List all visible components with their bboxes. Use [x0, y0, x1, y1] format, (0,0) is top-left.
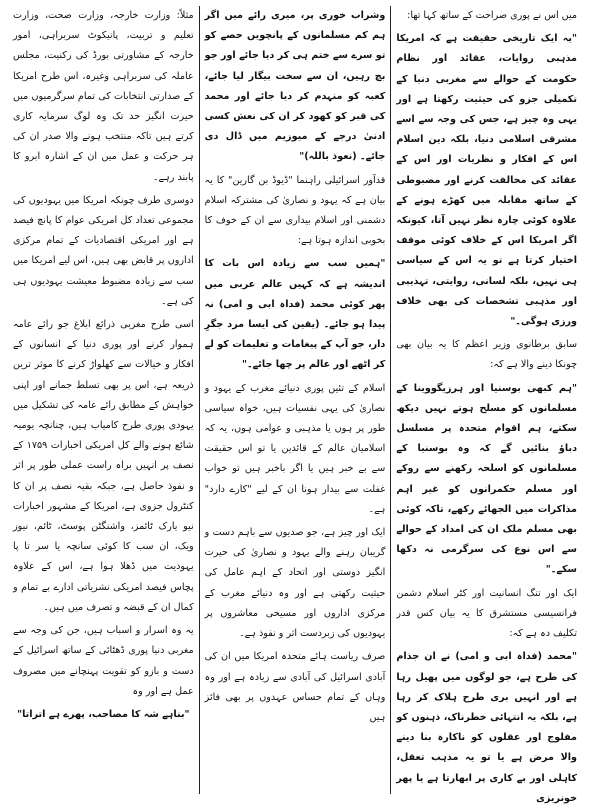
paragraph: یہ وہ اسرار و اسباب ہیں، جن کی وجہ سے مغربی دنیا پوری ڈھٹائی کے ساتھ اسرائیل کے دست و بازو کو تقویت پہنچانے میں مصروف عمل ہے اور وہ [12, 625, 194, 697]
text-column-left [8, 6, 199, 796]
text-column-right [391, 6, 582, 804]
quote-paragraph: "ہم کبھی بوسنیا اور ہرزیگووینا کے مسلمانوں کو مسلح ہوتے نہیں دیکھ سکتے، ہم اقوام متحدہ پر مسلسل دباؤ بنائیں گے کہ وہ بوسنیا کے مسلمانوں کو اسلحہ رکھنے سے روکے اور مسلم حکمرانوں کو غیر اہم مذاکرات میں الجھائے رکھے، تاکہ کوئی بھی مسلم ملک ان کی امداد کے حوالے سے اس نوع کی سرگرمی نہ دکھا سکے۔" [396, 382, 577, 576]
paragraph: مثلاً: وزارت خارجہ، وزارت صحت، وزارت تعلیم و تربیت، پانیکوٹ سربراہی، امور خارجہ کے مشاورتی بورڈ کی رکنیت، مجلس عاملہ کی سربراہی وغیرہ، اس طرح امریکا کے صدارتی انتخابات کی تمام سرگرمیوں میں حیرت انگیز حد تک وہ لوگ سرمایہ کاری کرتے ہیں تاکہ منتخب ہونے والا صدر ان کی ہر حرکت و عمل میں ان کے اشارہ ابرو کا پابند رہے۔ [12, 10, 194, 183]
quote-paragraph: "محمد (فداہ ابی و امی) نے ان جذام کی طرح ہے، جو لوگوں میں پھیل رہا ہے اور انہیں بری طرح ہلاک کر رہا ہے، بلکہ یہ انتہائی خطرناک، ذہنوں کو مفلوج اور عقلوں کو ناکارہ بنا دینے والا مرض ہے یا تو یہ مذہب تعقل، کاہلی اور بے کاری پر ابھارتا ہے یا پھر خونریزی [396, 651, 577, 804]
paragraph: اسی طرح مغربی ذرائع ابلاغ جو رائے عامہ ہموار کرنے اور پوری دنیا کے انسانوں کے افکار و خیالات سے کھلواڑ کرنے کا موثر ترین ذریعہ ہے، اس پر بھی تسلط جمانے اور اپنی خواہش کے مطابق رائے عامہ کی تشکیل میں یہودی پوری طرح کامیاب ہیں، چنانچہ یومیہ شائع ہونے والے کل امریکی اخبارات ۱۷۵۹ کے نصف پر انہیں براہ راست عملی طور پر اثر و نفوذ حاصل ہے، جبکہ بقیہ نصف پر ان کا کنٹرول جزوی ہے، امریکا کے مشہور اخبارات نیو یارک ٹائمز، واشنگٹن پوسٹ، ٹائم، نیوز ویک، ان سب کا کوئی سانچہ یا سر تا پا یہودیت میں ڈھلا ہوا ہے، اس کے علاوہ پچاس فیصد امریکی نشریاتی ادارے بے تمام و کمال ان کے قبضہ و تصرف میں ہیں۔ [12, 319, 194, 613]
paragraph: ایک اور چیز ہے، جو صدیوں سے باہم دست و گریبان رہنے والے یہود و نصاریٰ کی حیرت انگیز دوستی اور اتحاد کے اہم عامل کی حیثیت رکھتی ہے اور وہ دنیائے مغرب کے مرکزی اداروں اور مسیحی معاشروں پر یہودیوں کی زبردست اثر و نفوذ ہے۔ [204, 527, 386, 640]
paragraph: صرف ریاست ہائے متحدہ امریکا میں ان کی آبادی اسرائیل کی آبادی سے زیادہ ہے اور وہ وہاں کے تمام حساس عہدوں پر بھی فائز ہیں [204, 651, 386, 723]
paragraph: سابق برطانوی وزیر اعظم کا یہ بیان بھی چونکا دینے والا ہے کہ: [396, 339, 577, 371]
text-column-middle [200, 6, 391, 796]
paragraph: اسلام کے تئیں پوری دنیائے مغرب کے یہود و نصاریٰ کی یہی نفسیات ہیں، خواہ سیاسی طور پر ہوں یا مذہبی و عوامی ہوں، یہ کہ اسلامیان عالم کے قائدین یا تو اس حقیقت سے بے خبر ہیں یا اگر باخبر ہیں تو خواب غفلت سے بیدار ہونا ان کے لیے "کارے دارد" ہے۔ [204, 382, 386, 515]
quote-paragraph: "ہمیں سب سے زیادہ اس بات کا اندیشہ ہے کہ کہیں عالم عربی میں پھر کوئی محمد (فداہ ابی و امی) نہ پیدا ہو جائے۔ (یقین کی ایسا مرد جگرِ دار، جو آپ کے پیغامات و تعلیمات کو لے کر اٹھے اور عالم پر چھا جائے۔" [204, 258, 386, 371]
poetry-verse: "بناہے شہ کا مصاحب، پھرے ہے اتراتا" [17, 708, 190, 720]
paragraph: میں اس نے پوری صراحت کے ساتھ کہا تھا: [407, 10, 577, 21]
paragraph: دوسری طرف چونکہ امریکا میں یہودیوں کی مجموعی تعداد کل امریکی عوام کا پانچ فیصد ہے اور امریکی اقتصادیات کے تمام مرکزی اداروں پر قابض بھی ہیں، اس لیے امریکا میں سب سے زیادہ مضبوط معیشت یہودیوں ہی کی ہے۔ [12, 194, 194, 307]
quote-paragraph: "یہ ایک تاریخی حقیقت ہے کہ امریکا مذہبی روایات، عقائد اور نظام حکومت کے حوالے سے مغربی دنیا کے تکمیلی جزو کی حیثیت رکھتا ہے اور یہی وہ چیز ہے، جس کی وجہ سے اسے مشرقی اسلامی دنیا، بلکہ دین اسلام اس کے افکار و نظریات اور اس کے عقائد کی مخالفت کرنے اور مضبوطی کے ساتھ مقابلہ میں کھڑے ہونے کے علاوہ کوئی چارہ نظر نہیں آتا، کیونکہ اگر امریکا اس کے خلاف کوئی موقف اختیار کرتا ہے تو یہ اس کے سیاسی ہی نہیں، بلکہ لسانی، روایتی، تہذیبی اور مذہبی تشخصات کی بھی خلاف ورزی ہوگی۔" [396, 33, 577, 328]
paragraph: قدآور اسرائیلی راہنما "ڈیوڈ بن گارین" کا یہ بیان ہے کہ یہود و نصاریٰ کی مشترکہ اسلام دشمنی اور اسلام بیداری سے ان کے خوف کا بخوبی اندازہ ہوتا ہے: [204, 174, 386, 247]
paragraph: ایک اور تنگ انسانیت اور کٹر اسلام دشمن فرانسیسی مستشرق کا یہ بیان کس قدر تکلیف دہ ہے کہ: [396, 587, 577, 640]
quote-paragraph: وشراب خوری پر، میری رائے میں اگر ہم کم مسلمانوں کے پانچویں حصے کو تو سرے سے ختم ہی کر دیا جائے اور جو بچ رہیں، ان سے سخت بیگار لیا جائے، کعبہ کو منہدم کر دیا جائے اور محمد کی قبر کو کھود کر ان کی نعش کسی ادنیٰ درجے کے میوزیم میں ڈال دی جائے۔ (نعوذ باللہ)" [204, 10, 386, 163]
